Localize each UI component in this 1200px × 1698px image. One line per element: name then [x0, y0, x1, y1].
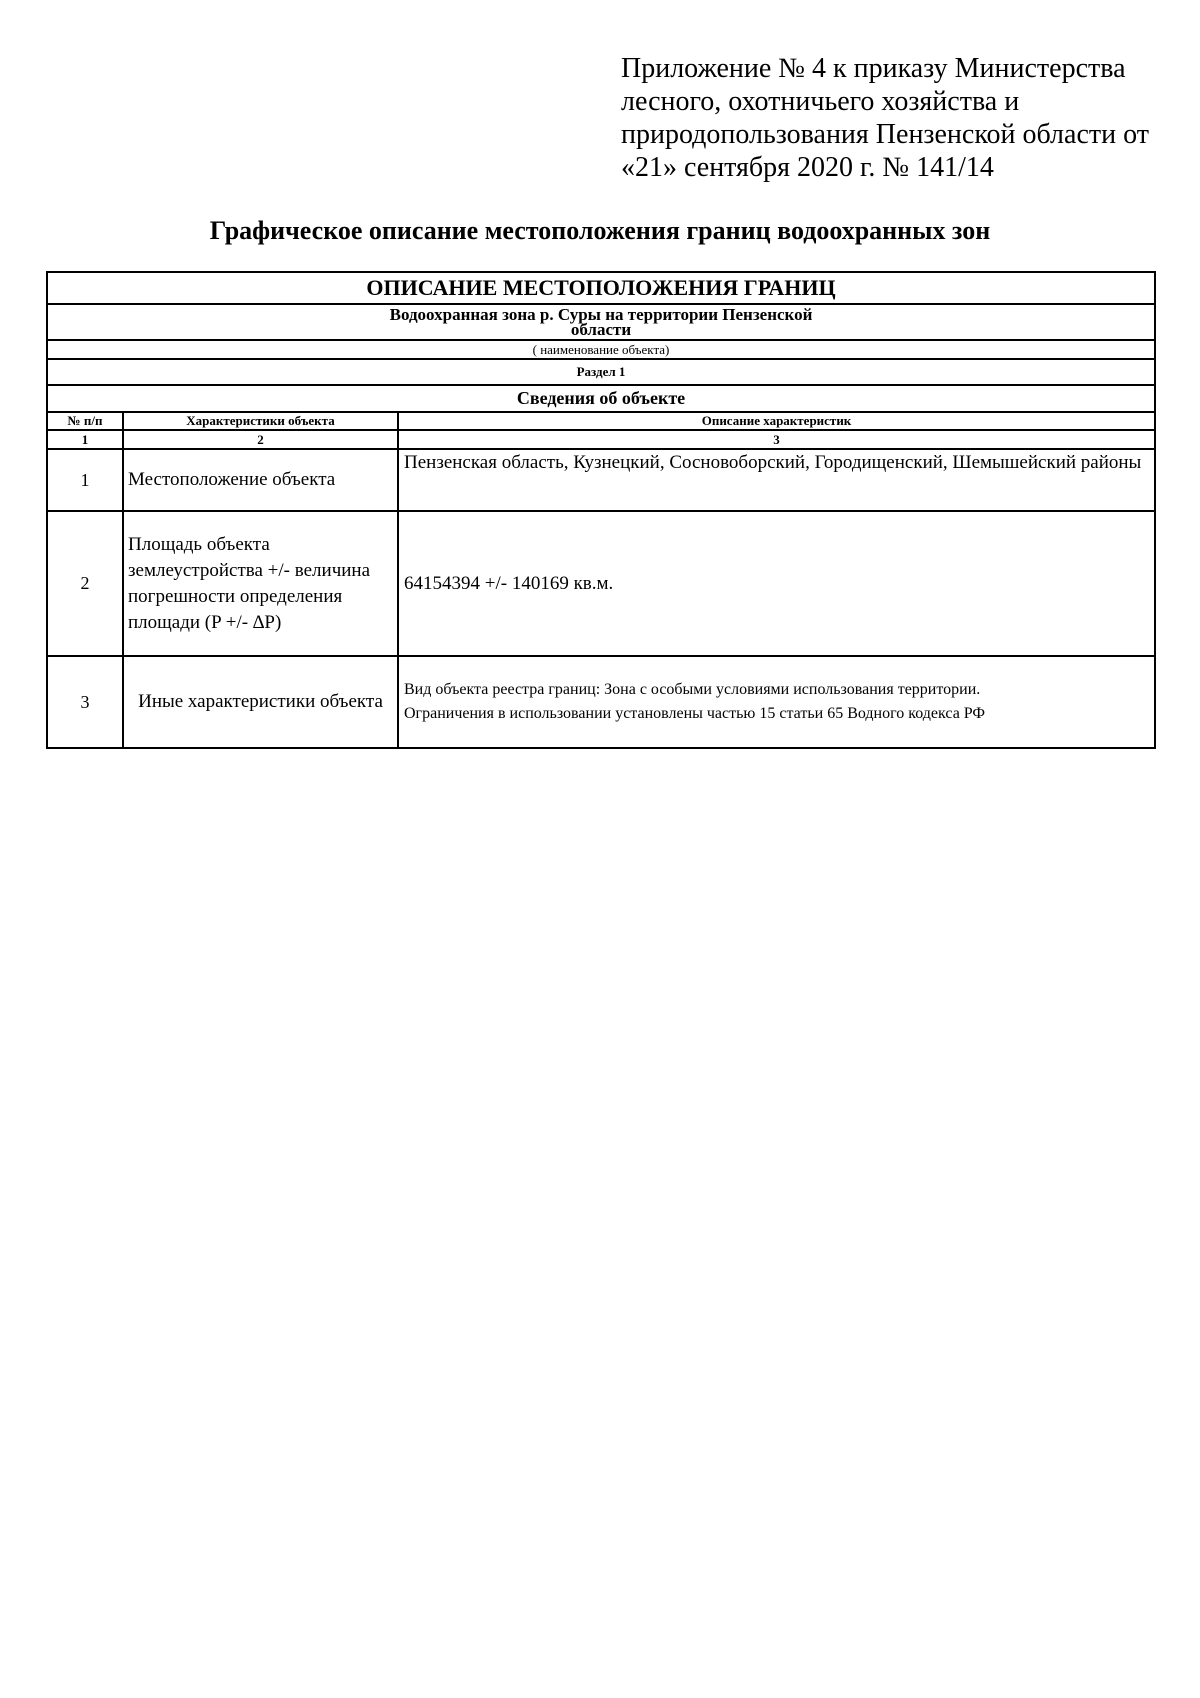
object-name-caption-row: [47, 340, 1155, 359]
info-title: Сведения об объекте: [47, 385, 1155, 412]
info-title-row: [47, 385, 1155, 412]
object-name-row: [47, 304, 1155, 340]
row-number: 3: [47, 656, 123, 748]
appendix-note: Приложение № 4 к приказу Министерства лесного, охотничьего хозяйства и природопользования Пензенской области от «21» сентября 2020 г. № 141/14: [621, 53, 1149, 183]
document-title: Графическое описание местоположения границ водоохранных зон: [209, 216, 991, 245]
section-row: [47, 359, 1155, 385]
column-header-row: [47, 412, 1155, 430]
column-header-description: Описание характеристик: [398, 412, 1155, 430]
column-header-characteristic: Характеристики объекта: [123, 412, 398, 430]
row-characteristic: Иные характеристики объекта: [123, 656, 398, 748]
boundary-description-table: [46, 271, 1156, 749]
row-number: 1: [47, 449, 123, 511]
object-name-line2: области: [570, 320, 632, 339]
table-heading-row: [47, 272, 1155, 304]
row-description: Пензенская область, Кузнецкий, Сосновоборский, Городищенский, Шемышейский районы: [398, 449, 1155, 511]
row-characteristic: Площадь объекта землеустройства +/- величина погрешности определения площади (P +/- ∆P): [123, 511, 398, 656]
row-description: 64154394 +/- 140169 кв.м.: [398, 511, 1155, 656]
column-number-row: [47, 430, 1155, 449]
column-header-number: № п/п: [47, 412, 123, 430]
row-description-line1: Вид объекта реестра границ: Зона с особыми условиями использования территории.: [404, 681, 981, 698]
object-name-caption: ( наименование объекта): [47, 340, 1155, 359]
row-description-line2: Ограничения в использовании установлены частью 15 статьи 65 Водного кодекса РФ: [404, 705, 986, 722]
row-description: [398, 656, 1155, 748]
column-number-1: 1: [47, 430, 123, 449]
section-label: Раздел 1: [47, 359, 1155, 385]
row-characteristic: Местоположение объекта: [123, 449, 398, 511]
column-number-2: 2: [123, 430, 398, 449]
table-heading: ОПИСАНИЕ МЕСТОПОЛОЖЕНИЯ ГРАНИЦ: [47, 272, 1155, 304]
row-number: 2: [47, 511, 123, 656]
object-name: [47, 304, 1155, 340]
table-row: [47, 511, 1155, 656]
table-row: [47, 449, 1155, 511]
column-number-3: 3: [398, 430, 1155, 449]
table-row: [47, 656, 1155, 748]
object-name-line1: Водоохранная зона р. Суры на территории Пензенской: [389, 305, 813, 324]
